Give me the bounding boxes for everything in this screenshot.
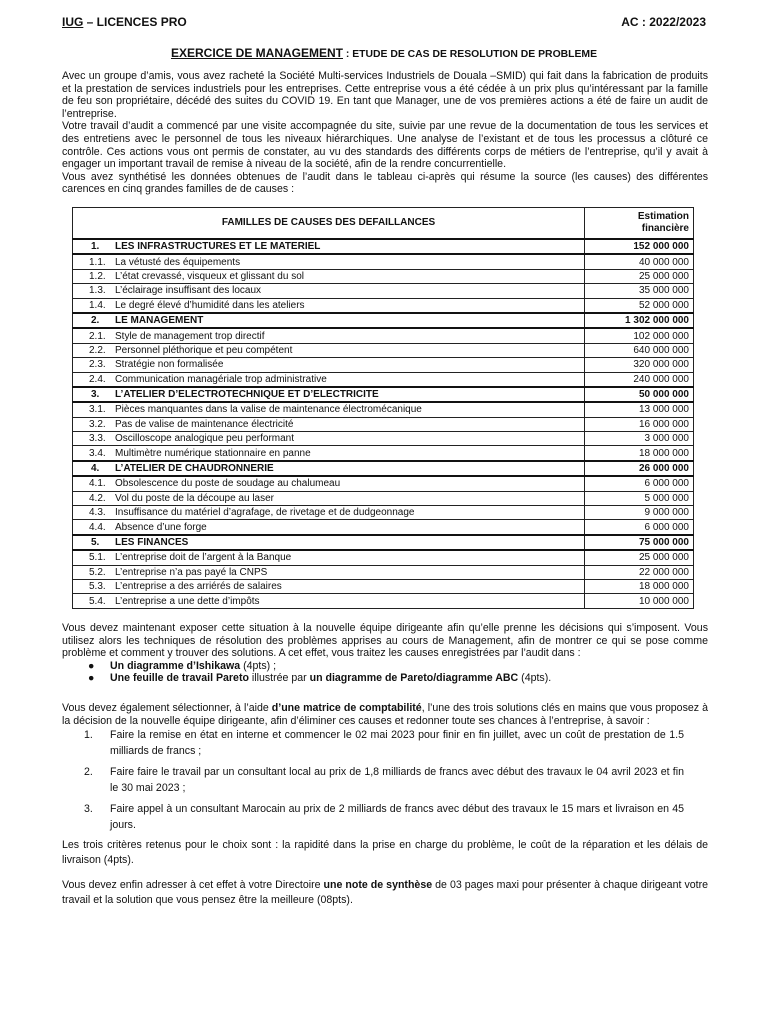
option-text: Faire faire le travail par un consultant local au prix de 1,8 milliards de francs avec début des travaux le 04 avril 2023 et fin le 30 mai 2023 ;	[110, 766, 684, 795]
amount-cell: 52 000 000	[585, 298, 694, 313]
row-number: 1.3.	[89, 285, 106, 297]
amount-cell: 152 000 000	[585, 239, 694, 254]
row-number: 4.4.	[89, 521, 106, 533]
table-row	[73, 298, 694, 313]
task3-bold: une note de synthèse	[323, 879, 433, 892]
task2-bold: d’une matrice de comptabilité	[271, 702, 422, 714]
table-header-row	[73, 208, 694, 240]
row-label: L’état crevassé, visqueux et glissant du sol	[115, 270, 304, 282]
header-left	[62, 16, 187, 29]
table-row	[73, 476, 694, 491]
row-label: Pas de valise de maintenance électricité	[115, 418, 294, 430]
family-label	[73, 239, 585, 254]
amount-cell: 3 000 000	[585, 432, 694, 446]
amount-cell: 18 000 000	[585, 446, 694, 461]
task3-paragraph	[62, 878, 708, 908]
criteria-paragraph: Les trois critères retenus pour le choix sont : la rapidité dans la prise en charge du problème, le coût de la réparation et les délais de livraison (4pts).	[62, 839, 708, 867]
title-sub: : ETUDE DE CAS DE RESOLUTION DE PROBLEME	[343, 49, 598, 60]
list-item	[62, 764, 708, 796]
deliverable-points: (4pts).	[518, 672, 552, 685]
amount-cell: 40 000 000	[585, 254, 694, 269]
family-label	[73, 313, 585, 328]
task2-paragraph	[62, 702, 708, 727]
table-row	[73, 254, 694, 269]
header-org: IUG	[62, 15, 84, 29]
row-label: LES INFRASTRUCTURES ET LE MATERIEL	[115, 241, 321, 253]
table-row	[73, 269, 694, 283]
list-item	[62, 660, 708, 673]
row-label: Personnel pléthorique et peu compétent	[115, 344, 293, 356]
bullet-icon: ●	[88, 659, 95, 672]
row-label: Absence d’une forge	[115, 521, 207, 533]
col-causes-header: FAMILLES DE CAUSES DES DEFAILLANCES	[73, 208, 585, 240]
amount-cell: 26 000 000	[585, 461, 694, 476]
cause-label	[73, 328, 585, 343]
col-estimate-header: Estimation financière	[585, 208, 694, 240]
row-label: Obsolescence du poste de soudage au chalumeau	[115, 478, 341, 490]
family-label	[73, 387, 585, 402]
row-label: L’entreprise doit de l’argent à la Banque	[115, 552, 292, 564]
cause-label	[73, 417, 585, 431]
cause-label	[73, 446, 585, 461]
row-label: Stratégie non formalisée	[115, 359, 224, 371]
row-label: L’ATELIER D’ELECTROTECHNIQUE ET D’ELECTRICITE	[115, 389, 379, 401]
row-number: 1.4.	[89, 299, 106, 311]
task1-section	[62, 622, 708, 685]
option-text: Faire appel à un consultant Marocain au prix de 2 milliards de francs avec début des travaux le 15 mars et livraison en 45 jours.	[110, 803, 684, 832]
option-text: Faire la remise en état en interne et commencer le 02 mai 2023 pour finir en fin juillet, avec un coût de prestation de 1.5 milliards de francs ;	[110, 729, 684, 758]
cause-label	[73, 579, 585, 593]
row-number: 2.2.	[89, 344, 106, 356]
amount-cell: 9 000 000	[585, 506, 694, 520]
row-number: 5.	[91, 537, 100, 548]
row-label: LES FINANCES	[115, 537, 189, 548]
row-number: 4.	[91, 463, 100, 475]
deliverables-list	[62, 660, 708, 685]
solutions-list	[62, 727, 708, 833]
amount-cell: 6 000 000	[585, 476, 694, 491]
header-program: – LICENCES PRO	[83, 15, 187, 29]
table-row	[73, 402, 694, 417]
row-number: 1.2.	[89, 270, 106, 282]
row-number: 4.3.	[89, 507, 106, 519]
cause-label	[73, 432, 585, 446]
page-header	[62, 16, 706, 32]
cause-label	[73, 358, 585, 372]
amount-cell: 35 000 000	[585, 284, 694, 298]
table-section-row	[73, 461, 694, 476]
amount-cell: 6 000 000	[585, 520, 694, 535]
amount-cell: 102 000 000	[585, 328, 694, 343]
table-row	[73, 520, 694, 535]
deliverable-name: Un diagramme d’Ishikawa	[110, 659, 241, 672]
cause-label	[73, 372, 585, 387]
row-number: 3.2.	[89, 418, 106, 430]
intro-paragraph: Votre travail d’audit a commencé par une visite accompagnée du site, suivie par une revue de la documentation de tous les services et des entretiens avec le personnel de tous les niveaux hiérarchiques. Une analyse de l’existant et de tous les processus a clôturé ce contrôle. Ces actions vous ont permis de constater, au vu des standards des différents corps de métiers de l’entreprise, qu’il y avait à engager un important travail de remise à niveau de la société, afin de la rendre concurrentielle.	[62, 120, 708, 171]
amount-cell: 1 302 000 000	[585, 313, 694, 328]
amount-cell: 10 000 000	[585, 594, 694, 608]
table-row	[73, 446, 694, 461]
row-label: L’éclairage insuffisant des locaux	[115, 285, 262, 297]
cause-label	[73, 343, 585, 357]
row-number: 3.1.	[89, 404, 106, 416]
amount-cell: 5 000 000	[585, 491, 694, 505]
amount-cell: 18 000 000	[585, 579, 694, 593]
amount-cell: 320 000 000	[585, 358, 694, 372]
row-number: 3.3.	[89, 433, 106, 445]
list-item	[62, 672, 708, 685]
exercise-title	[62, 47, 706, 62]
table-row	[73, 358, 694, 372]
row-label: Insuffisance du matériel d’agrafage, de rivetage et de dudgeonnage	[115, 507, 415, 519]
table-row	[73, 432, 694, 446]
task3-text: de 03 pages maxi pour présenter à chaque dirigeant votre travail et la solution que vous pensez être la meilleure (08pts).	[62, 879, 708, 907]
cause-label	[73, 284, 585, 298]
row-number: 1.	[91, 241, 100, 253]
causes-table	[72, 207, 694, 609]
table-row	[73, 372, 694, 387]
cause-label	[73, 550, 585, 565]
table-row	[73, 565, 694, 579]
cause-label	[73, 506, 585, 520]
table-section-row	[73, 535, 694, 550]
amount-cell: 22 000 000	[585, 565, 694, 579]
cause-label	[73, 298, 585, 313]
list-item	[62, 801, 708, 833]
deliverable-connector: illustrée par	[248, 672, 310, 685]
table-row	[73, 328, 694, 343]
row-number: 4.1.	[89, 478, 106, 490]
task2-section	[62, 702, 708, 908]
table-row	[73, 284, 694, 298]
amount-cell: 16 000 000	[585, 417, 694, 431]
table-row	[73, 343, 694, 357]
row-label: L’ATELIER DE CHAUDRONNERIE	[115, 463, 274, 475]
bullet-icon: ●	[88, 672, 95, 685]
cause-label	[73, 476, 585, 491]
row-label: L’entreprise n’a pas payé la CNPS	[115, 566, 268, 578]
row-number: 5.4.	[89, 595, 106, 607]
row-label: Multimètre numérique stationnaire en panne	[115, 447, 311, 459]
row-number: 5.1.	[89, 552, 106, 564]
family-label	[73, 535, 585, 550]
cause-label	[73, 565, 585, 579]
amount-cell: 640 000 000	[585, 343, 694, 357]
row-label: LE MANAGEMENT	[115, 315, 204, 327]
deliverable-name: Une feuille de travail Pareto	[110, 672, 249, 685]
row-label: Vol du poste de la découpe au laser	[115, 492, 275, 504]
intro-section	[62, 70, 708, 196]
header-academic-year: AC : 2022/2023	[621, 15, 706, 29]
family-label	[73, 461, 585, 476]
row-number: 2.	[91, 315, 100, 327]
table-row	[73, 491, 694, 505]
intro-paragraph: Vous avez synthétisé les données obtenues de l’audit dans le tableau ci-après qui résume la source (les causes) des différentes carences en cinq grandes familles de de causes :	[62, 170, 708, 196]
option-number: 2.	[84, 766, 93, 779]
row-label: L’entreprise a une dette d’impôts	[115, 595, 260, 607]
table-section-row	[73, 313, 694, 328]
row-number: 1.1.	[89, 256, 106, 268]
row-label: L’entreprise a des arriérés de salaires	[115, 581, 282, 593]
table-section-row	[73, 387, 694, 402]
amount-cell: 13 000 000	[585, 402, 694, 417]
row-number: 2.1.	[89, 330, 106, 342]
row-number: 3.	[91, 389, 100, 401]
cause-label	[73, 491, 585, 505]
task1-paragraph: Vous devez maintenant exposer cette situation à la nouvelle équipe dirigeante afin qu’elle prenne les décisions qui s’imposent. Vous utilisez alors les techniques de résolution des problèmes apprises au cours de Management, afin de montrer ce qui se pose comme problème et comment y trouver des solutions. A cet effet, vous traitez les causes enregistrées par l’audit dans :	[62, 622, 708, 660]
table-section-row	[73, 239, 694, 254]
intro-paragraph: Avec un groupe d’amis, vous avez racheté la Société Multi-services Industriels de Douala –SMID) qui fait dans la fabrication de produits et la prestation de services industriels pour les entreprises. Cette entreprise vous a été cédée à un prix plus qu’intéressant par la famille de feu son propriétaire, décédé des suites du COVID 19. En tant que Manager, une de vos premières actions a été de faire un audit de l’entreprise.	[62, 70, 708, 120]
amount-cell: 75 000 000	[585, 535, 694, 550]
row-label: La vétusté des équipements	[115, 256, 241, 268]
table-row	[73, 550, 694, 565]
table-row	[73, 594, 694, 608]
table-body	[73, 239, 694, 608]
task3-text: Vous devez enfin adresser à cet effet à votre Directoire	[62, 879, 324, 892]
row-label: Communication managériale trop administrative	[115, 373, 327, 385]
deliverable-points: (4pts) ;	[240, 659, 277, 672]
list-item	[62, 727, 708, 759]
cause-label	[73, 402, 585, 417]
option-number: 1.	[84, 729, 93, 742]
amount-cell: 25 000 000	[585, 550, 694, 565]
amount-cell: 25 000 000	[585, 269, 694, 283]
deliverable-name-2: un diagramme de Pareto/diagramme ABC	[309, 672, 519, 685]
cause-label	[73, 520, 585, 535]
cause-label	[73, 254, 585, 269]
amount-cell: 50 000 000	[585, 387, 694, 402]
row-number: 4.2.	[89, 492, 106, 504]
amount-cell: 240 000 000	[585, 372, 694, 387]
cause-label	[73, 594, 585, 608]
cause-label	[73, 269, 585, 283]
table-row	[73, 579, 694, 593]
table-row	[73, 506, 694, 520]
option-number: 3.	[84, 803, 93, 816]
row-label: Le degré élevé d’humidité dans les ateliers	[115, 299, 305, 311]
task2-text: Vous devez également sélectionner, à l’aide	[62, 702, 272, 714]
title-main: EXERCICE DE MANAGEMENT	[170, 46, 343, 60]
row-number: 3.4.	[89, 447, 106, 459]
table-row	[73, 417, 694, 431]
row-label: Pièces manquantes dans la valise de maintenance électromécanique	[115, 404, 422, 416]
row-number: 2.3.	[89, 359, 106, 371]
task2-text: , l’une des trois solutions clés en mains que vous proposez à la décision de la nouvelle équipe dirigeante, afin d’éliminer ces causes et redonner toute ses chances à l’entreprise, à savoir :	[62, 702, 709, 727]
row-label: Oscilloscope analogique peu performant	[115, 433, 294, 445]
row-number: 5.2.	[89, 566, 106, 578]
row-number: 5.3.	[89, 581, 106, 593]
row-number: 2.4.	[89, 373, 106, 385]
row-label: Style de management trop directif	[115, 330, 265, 342]
